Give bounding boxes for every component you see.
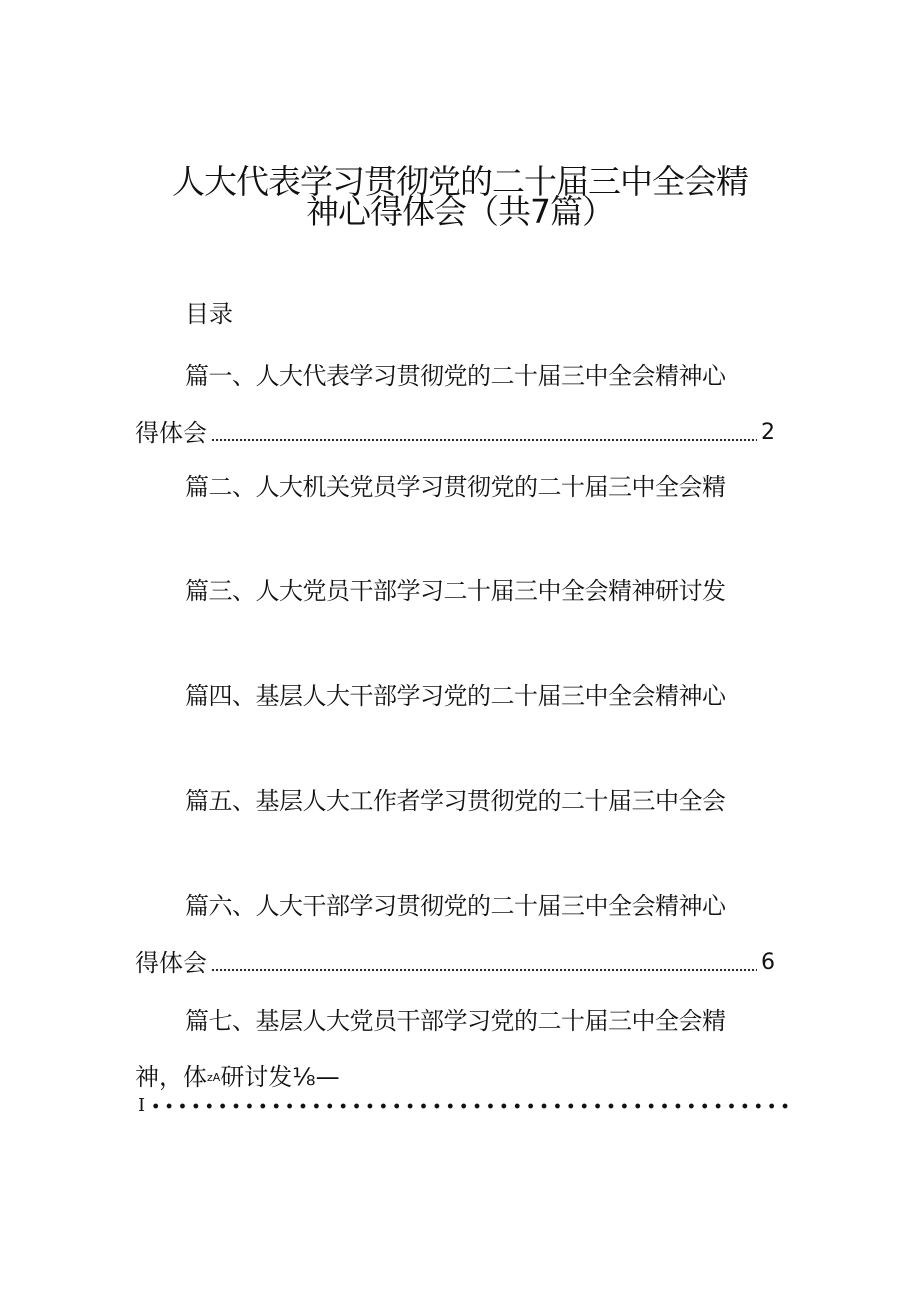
toc-entry-3[interactable]: 篇三、人大党员干部学习二十届三中全会精神研讨发 — [185, 577, 726, 605]
toc-entry-1-continuation[interactable] — [135, 417, 775, 449]
garbled-text-part-3: 研讨发⅛— — [220, 1063, 340, 1091]
toc-entry-4[interactable]: 篇四、基层人大干部学习党的二十届三中全会精神心 — [185, 682, 726, 710]
toc-entry-2[interactable]: 篇二、人大机关党员学习贯彻党的二十届三中全会精 — [185, 473, 726, 501]
toc-entry-7-garbled-line[interactable] — [135, 1061, 340, 1094]
toc-entry-7[interactable]: 篇七、基层人大党员干部学习党的二十届三中全会精 — [185, 1007, 726, 1035]
toc-entry-1-line2: 得体会 — [135, 419, 207, 447]
toc-entry-6-line2: 得体会 — [135, 949, 207, 977]
bold-dot-leader — [149, 1102, 788, 1110]
toc-entry-7-leader-row — [138, 1096, 788, 1116]
toc-entry-6-continuation[interactable] — [135, 947, 775, 979]
text-cursor-mark: I — [138, 1095, 146, 1116]
toc-heading: 目录 — [185, 300, 233, 328]
toc-entry-6[interactable]: 篇六、人大干部学习贯彻党的二十届三中全会精神心 — [185, 892, 726, 920]
document-title-line-2: 神心得体会（共7篇） — [306, 192, 614, 231]
toc-entry-1[interactable]: 篇一、人大代表学习贯彻党的二十届三中全会精神心 — [185, 362, 726, 390]
document-title-line-1: 人大代表学习贯彻党的二十届三中全会精 — [172, 162, 748, 201]
toc-entry-5[interactable]: 篇五、基层人大工作者学习贯彻党的二十届三中全会 — [185, 787, 726, 815]
dot-leader — [211, 968, 757, 972]
garbled-text-part-1: 神，体 — [135, 1063, 207, 1091]
dot-leader — [211, 438, 757, 442]
toc-entry-1-page-number: 2 — [761, 420, 775, 445]
garbled-text-part-2: zA — [207, 1071, 221, 1084]
toc-entry-6-page-number: 6 — [761, 950, 775, 975]
